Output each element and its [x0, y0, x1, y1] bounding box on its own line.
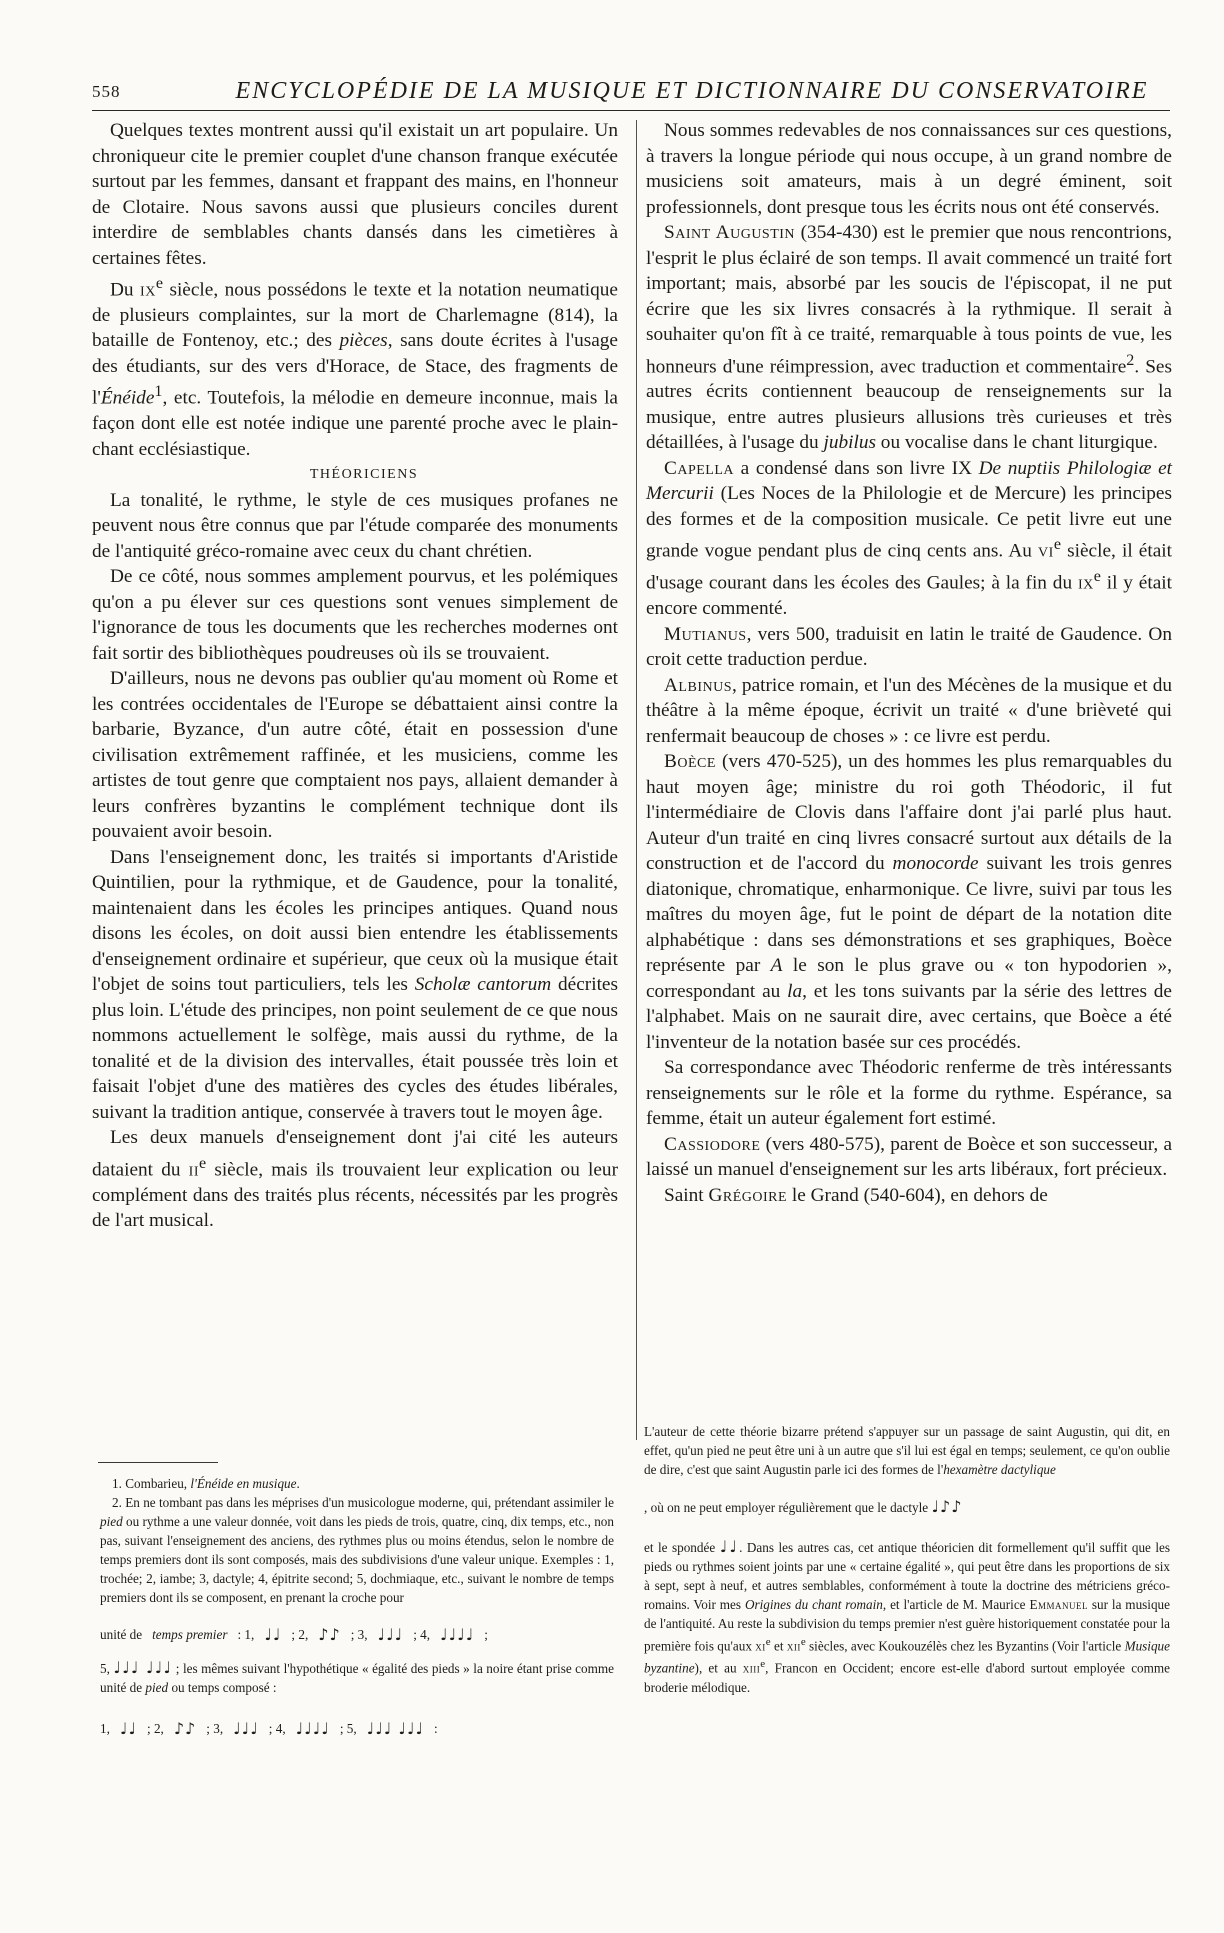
music-notation-icon: ♩♩♩ ♩♩♩: [366, 1719, 425, 1738]
footnote-2-continued: L'auteur de cette théorie bizarre prétend s'appuyer sur un passage de saint Augustin, qui dit, en effet, qu'un pied ne peut être uni à un autre que s'il lui est égal en temps; seulement, ce qu'on oublie de dire, c'est que saint Augustin parle ici des formes de l'hexamètre dactylique: [644, 1424, 1170, 1477]
music-notation-icon: ♩♩: [719, 1537, 740, 1556]
right-column: [646, 118, 1172, 1208]
paragraph: Cassiodore (vers 480-575), parent de Boèce et son successeur, a laissé un manuel d'enseignement sur les arts libéraux, fort précieux.: [646, 1133, 1172, 1181]
music-notation-icon: ♩♩: [264, 1625, 282, 1644]
author-name: Cassiodore: [664, 1133, 761, 1155]
author-name: Albinus: [664, 674, 732, 696]
footnote-1: 1. Combarieu, l'Énéide en musique.: [112, 1476, 300, 1491]
author-name: Grégoire: [708, 1184, 788, 1206]
music-notation-icon: ♩♩♩ ♩♩♩: [113, 1658, 173, 1677]
paragraph: Nous sommes redevables de nos connaissances sur ces questions, à travers la longue période qui nous occupe, à un grand nombre de musiciens soit amateurs, mais à un degré éminent, soit professionnels, dont presque tous les écrits nous ont été conservés.: [646, 120, 1172, 218]
music-notation-icon: ♩♩♩: [233, 1719, 259, 1738]
footnote-2-continued: , où on ne peut employer régulièrement que le dactyle ♩♪♪: [644, 1497, 963, 1516]
music-example-2: 5, ♩♩♩ ♩♩♩ ; les mêmes suivant l'hypothétique « égalité des pieds » la noire étant prise comme unité de pied ou temps composé :: [100, 1658, 615, 1695]
page-header: [92, 78, 1172, 110]
music-notation-icon: ♩♩♩: [377, 1625, 404, 1644]
paragraph: De ce côté, nous sommes amplement pourvus, et les polémiques qu'on a pu élever sur ces questions sont venues simplement de l'ignorance de tous les documents que les recherches modernes ont fait sortir des bibliothèques poudreuses où ils se trouvaient.: [92, 566, 618, 664]
paragraph: Mutianus, vers 500, traduisit en latin le traité de Gaudence. On croit cette traduction perdue.: [646, 623, 1172, 671]
page-number: 558: [92, 82, 121, 101]
paragraph: Sa correspondance avec Théodoric renferme de très intéressants renseignements sur le rôle et la forme du rythme. Espérance, sa femme, était un auteur également fort estimé.: [646, 1057, 1172, 1130]
paragraph: Albinus, patrice romain, et l'un des Mécènes de la musique et du théâtre à la même époque, écrivit un traité « d'une brièveté qui renfermait beaucoup de choses » : ce livre est perdu.: [646, 674, 1172, 747]
footnotes-left: [100, 1474, 614, 1742]
footnote-ref: 1: [154, 383, 163, 401]
section-heading: THÉORICIENS: [309, 467, 419, 483]
paragraph: Saint Grégoire le Grand (540-604), en dehors de: [664, 1184, 1048, 1206]
paragraph: Les deux manuels d'enseignement dont j'ai cité les auteurs dataient du $ii^e$ siècle, mais ils trouvaient leur explication ou leur complément dans des traités plus récents, nécessités par les progrès de l'art musical.: [92, 1127, 618, 1232]
music-notation-icon: ♪♪: [173, 1719, 197, 1738]
paragraph: Capella a condensé dans son livre IX De nuptiis Philologiæ et Mercurii (Les Noces de la Philologie et de Mercure) les principes des formes et de la composition musicale. Ce petit livre eut une grande vogue pendant plus de cinq cents ans. Au $vi^e$ siècle, il était d'usage courant dans les écoles des Gaules; à la fin du $ix^e$ il y était encore commenté.: [646, 457, 1172, 620]
paragraph: Boèce (vers 470-525), un des hommes les plus remarquables du haut moyen âge; ministre du roi goth Théodoric, il fut l'intermédiaire de Clovis dans l'affaire dont j'ai parlé plus haut. Auteur d'un traité en cinq livres consacré surtout aux détails de la construction et de l'accord du monocorde suivant les trois genres diatonique, chromatique, enharmonique. Ce livre, suivi par tous les maîtres du moyen âge, fut le point de départ de la notation dite alphabétique : dans ses démonstrations et ses graphiques, Boèce représente par A le son le plus grave ou « ton hypodorien », correspondant au la, et les tons suivants par la série des lettres de l'alphabet. Mais on ne saurait dire, avec certains, que Boèce a été l'inventeur de la notation basée sur ces procédés.: [646, 751, 1172, 1053]
footnote-2-continued: et le spondée ♩♩. Dans les autres cas, cet antique théoricien dit formellement qu'il suffit que les pieds ou rythmes soient joints par une « certaine égalité », qui peut être dans les proportions de six à sept, sept à neuf, et autres semblables, conformément à toute la doctrine des métriciens gréco-romains. Voir mes Origines du chant romain, et l'article de M. Maurice Emmanuel sur la musique de l'antiquité. Au reste la subdivision du temps premier n'est guère historiquement constatée pour la première fois qu'aux $xi^e$ et xii$^e$ siècles, avec Koukouzélès chez les Byzantins (Voir l'article Musique byzantine), et au xiii$^e$, Francon en Occident; encore est-elle d'abord surtout employée comme broderie mélodique.: [644, 1537, 1171, 1695]
author-name: Mutianus: [664, 623, 747, 645]
paragraph: Du $ix^e$ siècle, nous possédons le texte et la notation neumatique de plusieurs complaintes, sur la mort de Charlemagne (814), la bataille de Fontenoy, etc.; des pièces, sans doute écrites à l'usage des étudiants, sur des vers d'Horace, de Stace, des fragments de l'Énéide$^1$, etc. Toutefois, la mélodie en demeure inconnue, mais la façon dont elle est notée indique une parenté proche avec le plain-chant ecclésiastique.: [92, 275, 618, 460]
music-example-1: unité de temps premier : 1, ♩♩ ; 2, ♪♪ ; 3, ♩♩♩ ; 4, ♩♩♩♩ ;: [100, 1625, 488, 1644]
footnote-rule: [98, 1462, 218, 1463]
paragraph: D'ailleurs, nous ne devons pas oublier qu'au moment où Rome et les contrées occidentales de l'Europe se débattaient ainsi contre la barbarie, Byzance, d'un autre côté, était en possession d'une civilisation extrêmement raffinée, et les musiciens, comme les artistes de tout genre que comptaient nos pays, allaient demander à leurs confrères byzantins le complément technique dont ils pouvaient avoir besoin.: [92, 668, 618, 843]
music-notation-icon: ♩♩: [119, 1719, 137, 1738]
footnotes-right: [644, 1422, 1170, 1697]
left-column: [92, 118, 618, 1234]
paragraph: La tonalité, le rythme, le style de ces musiques profanes ne peuvent nous être connus que par l'étude comparée des monuments de l'antiquité gréco-romaine avec ceux du chant chrétien.: [92, 489, 618, 562]
header-rule: [92, 110, 1170, 111]
paragraph: Quelques textes montrent aussi qu'il existait un art populaire. Un chroniqueur cite le premier couplet d'une chanson franque exécutée surtout par les femmes, dansant et frappant des mains, en l'honneur de Clotaire. Nous savons aussi que plusieurs conciles durent interdire de semblables chants dansés dans les cimetières à certaines fêtes.: [92, 120, 618, 269]
author-name: Boèce: [664, 751, 716, 773]
paragraph: Saint Augustin (354-430) est le premier que nous rencontrions, l'esprit le plus éclairé de son temps. Il avait commencé un traité fort important; mais, absorbé par les soucis de l'épiscopat, il ne put écrire que les six livres consacrés à la rythmique. Il serait à souhaiter qu'on fît à ce traité, remarquable à tous points de vue, les honneurs d'une réimpression, avec traduction et commentaire$^2$. Ses autres écrits contiennent beaucoup de renseignements sur la musique, entre autres plusieurs allusions très curieuses et très détaillées, à l'usage du jubilus ou vocalise dans le chant liturgique.: [646, 222, 1172, 454]
paragraph: Dans l'enseignement donc, les traités si importants d'Aristide Quintilien, pour la rythmique, et de Gaudence, pour la tonalité, maintenaient dans les écoles les principes antiques. Quand nous disons les écoles, on doit aussi bien entendre les établissements d'enseignement ordinaire et supérieur, que ceux où la musique était l'objet de soins tout particuliers, tels les Scholæ cantorum décrites plus loin. L'étude des principes, non point seulement de ce que nous nommons actuellement le solfège, mais aussi du rythme, de la tonalité et de la division des intervalles, était poussée très loin et faisait l'objet d'une des matières des cycles des études libérales, suivant la tradition antique, conservée à travers tout le moyen âge.: [92, 846, 618, 1123]
music-notation-icon: ♩♩♩♩: [440, 1625, 475, 1644]
music-example-3: 1, ♩♩ ; 2, ♪♪ ; 3, ♩♩♩ ; 4, ♩♩♩♩ ; 5, ♩♩♩ ♩♩♩ :: [100, 1719, 438, 1738]
author-name: Capella: [664, 457, 735, 479]
music-notation-icon: ♪♪: [318, 1625, 341, 1644]
music-notation-icon: ♩♪♪: [931, 1497, 963, 1516]
footnote-2: 2. En ne tombant pas dans les méprises d'un musicologue moderne, qui, prétendant assimiler le pied ou rythme a une valeur donnée, voit dans les pieds de trois, quatre, cinq, dix temps, etc., non pas, suivant l'enseignement des anciens, des rythmes plus ou moins étendus, selon le nombre de temps premiers dont ils sont composés, mais des subdivisions d'une valeur unique. Exemples : 1, trochée; 2, iambe; 3, dactyle; 4, épitrite second; 5, dochmiaque, etc., suivant le nombre de temps premiers dont ils se composent, en prenant la croche pour: [100, 1495, 614, 1605]
footnote-ref: 2: [1126, 351, 1135, 369]
running-title: ENCYCLOPÉDIE DE LA MUSIQUE ET DICTIONNAIRE DU CONSERVATOIRE: [235, 78, 1149, 104]
column-divider: [636, 120, 637, 1440]
music-notation-icon: ♩♩♩♩: [295, 1719, 330, 1738]
author-name: Saint Augustin: [664, 222, 796, 243]
